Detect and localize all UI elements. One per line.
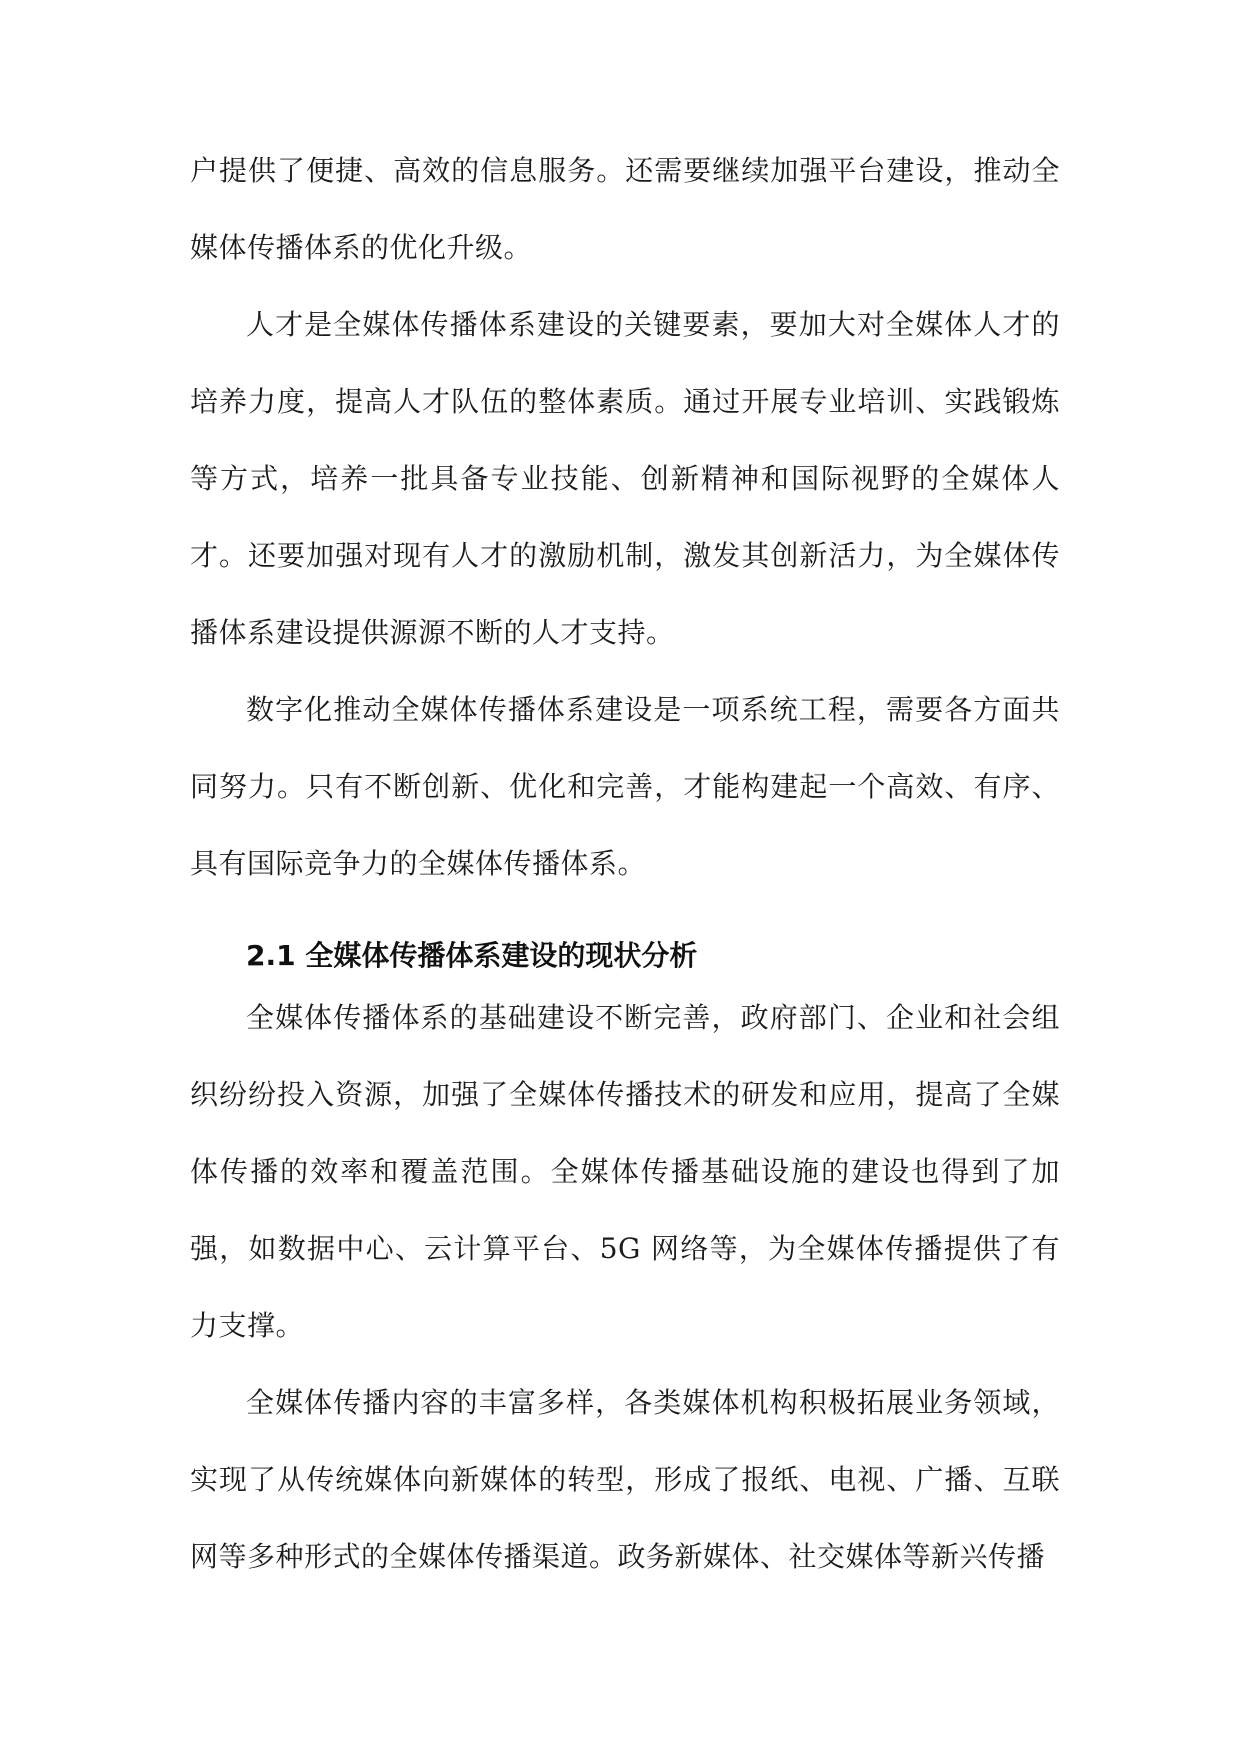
paragraph-continuation: 户提供了便捷、高效的信息服务。还需要继续加强平台建设，推动全媒体传播体系的优化升级。 [190, 154, 1060, 264]
paragraph-content-diversity: 全媒体传播内容的丰富多样，各类媒体机构积极拓展业务领域，实现了从传统媒体向新媒体的转型，形成了报纸、电视、广播、互联网等多种形式的全媒体传播渠道。政务新媒体、社交媒体等新兴传播 [190, 1386, 1060, 1573]
section-heading: 2.1 全媒体传播体系建设的现状分析 [246, 939, 698, 972]
paragraph-digitalization: 数字化推动全媒体传播体系建设是一项系统工程，需要各方面共同努力。只有不断创新、优化和完善，才能构建起一个高效、有序、具有国际竞争力的全媒体传播体系。 [190, 693, 1060, 880]
paragraph-infrastructure: 全媒体传播体系的基础建设不断完善，政府部门、企业和社会组织纷纷投入资源，加强了全媒体传播技术的研发和应用，提高了全媒体传播的效率和覆盖范围。全媒体传播基础设施的建设也得到了加强，如数据中心、云计算平台、5G 网络等，为全媒体传播提供了有力支撑。 [190, 1001, 1060, 1342]
paragraph-talent: 人才是全媒体传播体系建设的关键要素，要加大对全媒体人才的培养力度，提高人才队伍的整体素质。通过开展专业培训、实践锻炼等方式，培养一批具备专业技能、创新精神和国际视野的全媒体人才。还要加强对现有人才的激励机制，激发其创新活力，为全媒体传播体系建设提供源源不断的人才支持。 [190, 308, 1060, 649]
